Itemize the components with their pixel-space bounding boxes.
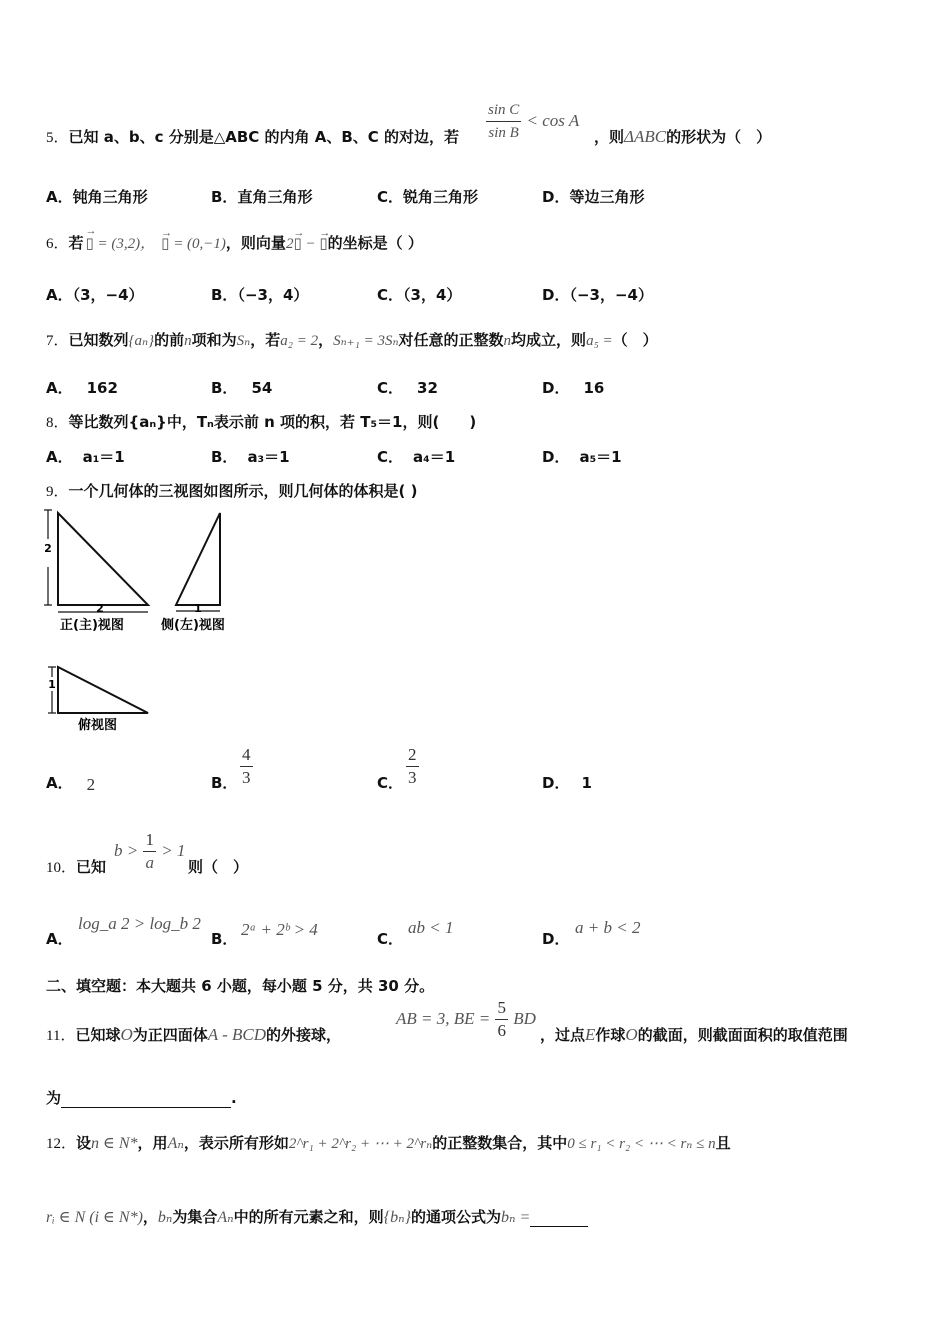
q11-text6: 的截面，则截面面积的取值范围 bbox=[637, 1026, 848, 1044]
frac-num: 4 bbox=[240, 744, 253, 767]
q11-end: . bbox=[231, 1089, 237, 1107]
q9-option-b-frac bbox=[240, 744, 253, 789]
q6-text3: 的坐标是（ ） bbox=[327, 234, 423, 252]
q10-option-a-expr: log_a 2 > log_b 2 bbox=[78, 914, 201, 933]
q5-relation: < cos A bbox=[526, 111, 580, 130]
q11-text2: 为正四面体 bbox=[132, 1026, 208, 1044]
q10-stem-end bbox=[188, 856, 248, 877]
option-text: a₁＝1 bbox=[82, 448, 125, 466]
q5-triangle: ΔABC bbox=[624, 127, 667, 146]
vector-arrow-icon: → bbox=[161, 227, 173, 239]
q11-bd: BD bbox=[513, 1009, 536, 1028]
q12-an-2: Aₙ bbox=[217, 1209, 234, 1226]
option-label: C． bbox=[377, 448, 404, 466]
q12-inequality: 0 ≤ r₁ < r₂ < ⋯ < rₙ ≤ n bbox=[567, 1136, 716, 1152]
q5-frac-den: sin B bbox=[488, 125, 519, 141]
q7-stem bbox=[46, 329, 658, 350]
q12-answer-blank[interactable] bbox=[530, 1208, 588, 1227]
side-view-label: 侧(左)视图 bbox=[161, 618, 225, 633]
q12-bn: bₙ bbox=[157, 1209, 173, 1226]
q6-option-c[interactable] bbox=[377, 284, 461, 305]
q6-option-b[interactable] bbox=[211, 284, 308, 305]
q7-text8: （ ） bbox=[612, 331, 658, 349]
option-label: A． bbox=[46, 774, 73, 792]
option-text: 钝角三角形 bbox=[72, 188, 148, 206]
option-text: a₄＝1 bbox=[413, 448, 456, 466]
q11-stem-end bbox=[540, 1024, 848, 1045]
q11-text1: 已知球 bbox=[75, 1026, 121, 1044]
q12-text1: 设 bbox=[76, 1134, 92, 1152]
q7-n-2: n bbox=[503, 333, 512, 349]
q5-option-b[interactable] bbox=[211, 186, 312, 207]
q11-answer-line bbox=[46, 1087, 237, 1108]
q9-option-d[interactable] bbox=[542, 772, 592, 793]
option-label: D． bbox=[542, 774, 570, 792]
option-label: C． bbox=[377, 286, 404, 304]
option-text: 锐角三角形 bbox=[403, 188, 479, 206]
option-label: B． bbox=[211, 188, 238, 206]
option-label: A． bbox=[46, 930, 73, 948]
q7-recurrence: Sₙ₊₁ = 3Sₙ bbox=[333, 333, 399, 349]
q5-fraction bbox=[486, 99, 521, 144]
option-label: C． bbox=[377, 188, 404, 206]
q7-text7: 均成立，则 bbox=[511, 331, 587, 349]
q11-text7: 为 bbox=[46, 1089, 62, 1107]
option-value: 1 bbox=[581, 774, 592, 792]
option-label: B． bbox=[211, 774, 238, 792]
q12-number: 12． bbox=[46, 1136, 77, 1152]
q7-number: 7． bbox=[46, 333, 69, 349]
q9-stem bbox=[46, 480, 417, 501]
option-label: A． bbox=[46, 379, 73, 397]
option-text: 直角三角形 bbox=[237, 188, 313, 206]
option-text: （3，4） bbox=[403, 286, 462, 304]
q10-number: 10． bbox=[46, 860, 77, 876]
option-text: a₅＝1 bbox=[579, 448, 622, 466]
q5-stem bbox=[46, 126, 459, 147]
q12-bseq: {bₙ} bbox=[383, 1209, 411, 1226]
q7-sn: Sₙ bbox=[236, 333, 251, 349]
q12-form: 2^r₁ + 2^r₂ + ⋯ + 2^rₙ bbox=[288, 1136, 433, 1152]
q8-option-d[interactable] bbox=[542, 446, 622, 467]
q11-text4: ，过点 bbox=[540, 1026, 586, 1044]
frac-num: 2 bbox=[406, 744, 419, 767]
q8-stem bbox=[46, 411, 476, 432]
option-label: D． bbox=[542, 448, 570, 466]
q7-option-d[interactable] bbox=[542, 377, 604, 398]
option-text: 16 bbox=[583, 379, 605, 397]
frac-num: 5 bbox=[495, 997, 508, 1020]
q7-option-c[interactable] bbox=[377, 377, 438, 398]
q6-vector-a: → ▯ = (3,2)， bbox=[85, 225, 156, 252]
q6-stem bbox=[46, 225, 423, 253]
q10-option-c-label[interactable] bbox=[377, 928, 403, 949]
q12-ri: rᵢ ∈ N (i ∈ N*) bbox=[46, 1209, 143, 1226]
q7-option-a[interactable] bbox=[46, 377, 118, 398]
q10-option-b-label[interactable] bbox=[211, 928, 237, 949]
q11-condition bbox=[396, 997, 536, 1042]
option-text: （−3，−4） bbox=[569, 286, 653, 304]
q9-option-c-frac bbox=[406, 744, 419, 789]
option-label: D． bbox=[542, 286, 570, 304]
q6-expr-coef: 2 bbox=[285, 236, 294, 252]
q10-condition bbox=[114, 829, 185, 874]
q5-text2: ，则 bbox=[594, 128, 625, 146]
section-heading: 二、填空题：本大题共 6 小题，每小题 5 分，共 30 分。 bbox=[46, 977, 435, 995]
q5-text3: 的形状为（ ） bbox=[666, 128, 772, 146]
frac-den: 3 bbox=[408, 768, 417, 787]
option-label: A． bbox=[46, 286, 73, 304]
q6-number: 6． bbox=[46, 236, 69, 252]
q5-option-c[interactable] bbox=[377, 186, 478, 207]
option-label: B． bbox=[211, 448, 238, 466]
option-label: C． bbox=[377, 930, 404, 948]
option-label: D． bbox=[542, 379, 570, 397]
q12-bn-eq: bₙ = bbox=[500, 1209, 531, 1226]
q12-text6: ， bbox=[142, 1208, 158, 1226]
q10-option-b-expr: 2ᵃ + 2ᵇ > 4 bbox=[241, 920, 318, 939]
option-label: B． bbox=[211, 379, 238, 397]
q8-option-a[interactable] bbox=[46, 446, 125, 467]
option-label: C． bbox=[377, 379, 404, 397]
q8-option-b[interactable] bbox=[211, 446, 290, 467]
q10-option-c-expr: ab < 1 bbox=[408, 918, 454, 937]
q12-text3: ，表示所有形如 bbox=[183, 1134, 289, 1152]
q5-frac-num: sin C bbox=[486, 99, 521, 122]
side-width-label: 1 bbox=[194, 602, 202, 615]
q9-option-a[interactable] bbox=[46, 772, 95, 793]
q11-text3: 的外接球， bbox=[266, 1026, 342, 1044]
q11-e: E bbox=[585, 1025, 596, 1044]
q7-n: n bbox=[184, 333, 192, 349]
q12-text5: 且 bbox=[715, 1134, 731, 1152]
q8-option-c[interactable] bbox=[377, 446, 455, 467]
q5-option-d[interactable] bbox=[542, 186, 644, 207]
option-label: A． bbox=[46, 448, 73, 466]
top-view bbox=[48, 667, 148, 733]
q9-number: 9． bbox=[46, 484, 69, 500]
front-width-label: 2 bbox=[96, 602, 104, 615]
q8-number: 8． bbox=[46, 415, 69, 431]
option-text: （3，−4） bbox=[72, 286, 144, 304]
front-view-label: 正(主)视图 bbox=[60, 618, 124, 633]
vector-arrow-icon: → bbox=[85, 225, 97, 237]
q10-stem-start bbox=[46, 856, 106, 877]
q7-text6: 对任意的正整数 bbox=[398, 331, 504, 349]
q11-answer-blank[interactable] bbox=[61, 1089, 231, 1108]
frac-num: 1 bbox=[143, 829, 156, 852]
front-height-label: 2 bbox=[44, 542, 52, 555]
option-label: B． bbox=[211, 930, 238, 948]
q11-text5: 作球 bbox=[595, 1026, 626, 1044]
q7-text2: 的前 bbox=[154, 331, 185, 349]
q10-option-d-label[interactable] bbox=[542, 928, 569, 949]
frac-den: a bbox=[145, 853, 154, 872]
q12-text2: ，用 bbox=[137, 1134, 168, 1152]
front-view bbox=[44, 510, 148, 633]
q9-option-c[interactable] bbox=[377, 772, 403, 793]
q5-condition bbox=[486, 99, 579, 144]
q11-cond: AB = 3, BE = bbox=[396, 1009, 491, 1028]
q6-expr-vec-a: → ▯ bbox=[293, 227, 305, 252]
q12-an: Aₙ bbox=[167, 1135, 184, 1152]
q10-text2: 则（ ） bbox=[188, 858, 249, 876]
option-label: D． bbox=[542, 930, 570, 948]
q10-gt1: > 1 bbox=[161, 841, 186, 860]
option-value: 2 bbox=[86, 775, 96, 794]
option-text: （−3，4） bbox=[237, 286, 309, 304]
q7-text4: ，若 bbox=[250, 331, 281, 349]
q12-n-in: n ∈ N* bbox=[91, 1135, 138, 1152]
q6-option-d[interactable] bbox=[542, 284, 653, 305]
q12-stem-line2 bbox=[46, 1206, 588, 1227]
q10-option-d-expr: a + b < 2 bbox=[575, 918, 641, 937]
vector-arrow-icon: → bbox=[319, 227, 331, 239]
q7-text5: ， bbox=[318, 331, 334, 349]
q12-text8: 中的所有元素之和，则 bbox=[233, 1208, 384, 1226]
q7-a2: a₂ = 2 bbox=[280, 333, 319, 349]
top-view-label: 俯视图 bbox=[78, 718, 118, 733]
top-triangle bbox=[58, 667, 148, 713]
q10-option-a-label[interactable] bbox=[46, 928, 73, 949]
option-text: a₃＝1 bbox=[247, 448, 290, 466]
option-label: C． bbox=[377, 774, 404, 792]
q9-option-b[interactable] bbox=[211, 772, 237, 793]
q11-tetrahedron: A - BCD bbox=[207, 1025, 267, 1044]
q5-stem-end bbox=[594, 126, 771, 147]
q9-three-views-figure bbox=[38, 505, 238, 735]
side-view bbox=[160, 513, 225, 633]
option-label: A． bbox=[46, 188, 73, 206]
q11-stem-start bbox=[46, 1024, 341, 1045]
top-height-label: 1 bbox=[48, 678, 56, 691]
q12-text9: 的通项公式为 bbox=[410, 1208, 501, 1226]
q11-o-2: O bbox=[625, 1025, 638, 1044]
q6-expr-minus: − bbox=[305, 236, 316, 252]
q12-text4: 的正整数集合，其中 bbox=[432, 1134, 568, 1152]
option-text: 54 bbox=[251, 379, 273, 397]
q11-number: 11． bbox=[46, 1028, 76, 1044]
option-label: D． bbox=[542, 188, 570, 206]
q8-text: 等比数列{aₙ}中，Tₙ表示前 n 项的积，若 T₅＝1，则( ) bbox=[68, 413, 477, 431]
q6-expression bbox=[285, 227, 331, 252]
q11-o: O bbox=[120, 1025, 133, 1044]
q5-number: 5． bbox=[46, 130, 69, 146]
q6-vec-a: = (3,2)， bbox=[97, 236, 156, 252]
side-triangle bbox=[176, 513, 220, 605]
q7-sequence: {aₙ} bbox=[128, 333, 155, 349]
q10-text1: 已知 bbox=[76, 858, 107, 876]
q6-text1: 若 bbox=[68, 234, 84, 252]
q6-vec-b: = (0,−1) bbox=[173, 236, 226, 252]
q7-a5: a₅ = bbox=[586, 333, 613, 349]
vector-arrow-icon: → bbox=[293, 227, 305, 239]
option-text: 等边三角形 bbox=[569, 188, 645, 206]
q7-option-b[interactable] bbox=[211, 377, 272, 398]
frac-den: 3 bbox=[242, 768, 251, 787]
q9-text: 一个几何体的三视图如图所示，则几何体的体积是( ) bbox=[68, 482, 418, 500]
q6-vector-b: → ▯ = (0,−1) bbox=[161, 227, 226, 252]
q10-b-gt: b > bbox=[114, 841, 139, 860]
q12-stem-line1 bbox=[46, 1132, 731, 1153]
q5-option-a[interactable] bbox=[46, 186, 148, 207]
option-text: 162 bbox=[86, 379, 118, 397]
q7-text3: 项和为 bbox=[191, 331, 237, 349]
q5-text1: 已知 a、b、c 分别是△ABC 的内角 A、B、C 的对边，若 bbox=[68, 128, 460, 146]
q12-text7: 为集合 bbox=[172, 1208, 218, 1226]
frac-den: 6 bbox=[497, 1021, 506, 1040]
q7-text1: 已知数列 bbox=[68, 331, 129, 349]
q6-option-a[interactable] bbox=[46, 284, 144, 305]
front-triangle bbox=[58, 513, 148, 605]
option-label: B． bbox=[211, 286, 238, 304]
option-text: 32 bbox=[417, 379, 438, 397]
q6-expr-vec-b: → ▯ bbox=[319, 227, 331, 252]
q6-text2: ，则向量 bbox=[225, 234, 286, 252]
